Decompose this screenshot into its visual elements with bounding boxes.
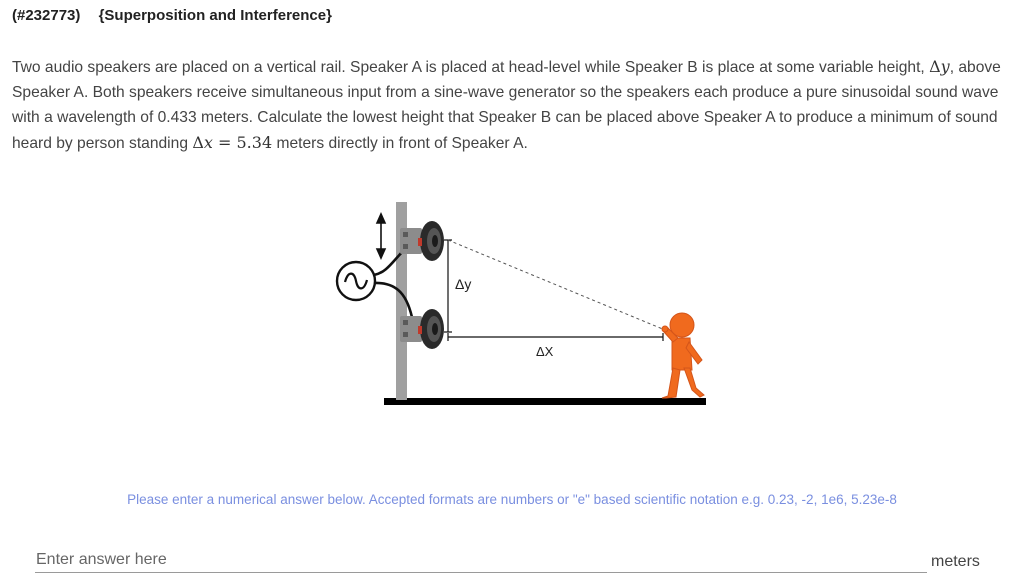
- delta-y-variable: y: [940, 57, 950, 76]
- delta-y-symbol: Δ: [929, 57, 941, 76]
- person-icon: [662, 313, 704, 398]
- answer-instructions: Please enter a numerical answer below. Accepted formats are numbers or "e" based scientific notation e.g. 0.23, -2, 1e6, 5.23e-8: [127, 492, 897, 507]
- question-part-2: , above Speaker A. Both speakers receive simultaneous input from a sine-wave generator so the speakers each produce a pure sinusoidal sound wave with a wavelength of 0.433 meters. Calculate the lowest height that Speaker B can be placed above Speaker A to produce a minimum of sound heard by person standing: [12, 59, 1001, 152]
- delta-x-label: ΔX: [536, 344, 554, 359]
- problem-topic: {Superposition and Interference}: [98, 7, 332, 24]
- delta-x-symbol: Δ: [192, 133, 204, 152]
- answer-input[interactable]: [35, 548, 927, 573]
- question-part-3: meters directly in front of Speaker A.: [272, 135, 528, 152]
- delta-x-equals: =: [212, 133, 237, 152]
- problem-id: (#232773): [12, 7, 81, 24]
- delta-x-value: 5.34: [236, 133, 273, 152]
- sine-wave-generator-icon: [337, 262, 375, 300]
- ground-line: [384, 398, 706, 405]
- path-line-speaker-b: [448, 240, 665, 330]
- up-down-arrow-icon: [377, 214, 385, 258]
- delta-y-bracket: [444, 240, 452, 332]
- delta-x-line: [448, 333, 663, 341]
- delta-x-math: [192, 133, 272, 152]
- answer-unit: meters: [931, 553, 980, 570]
- problem-header: [12, 7, 332, 24]
- answer-row: [35, 548, 995, 574]
- speaker-diagram: [320, 192, 720, 412]
- delta-y-label: Δy: [455, 276, 472, 292]
- speaker-diagram-svg: [320, 192, 720, 412]
- delta-y-math: [929, 57, 950, 76]
- question-text: [12, 54, 1020, 156]
- delta-x-variable: x: [203, 133, 213, 152]
- question-part-1: Two audio speakers are placed on a vertical rail. Speaker A is placed at head-level while Speaker B is place at some variable height,: [12, 59, 930, 76]
